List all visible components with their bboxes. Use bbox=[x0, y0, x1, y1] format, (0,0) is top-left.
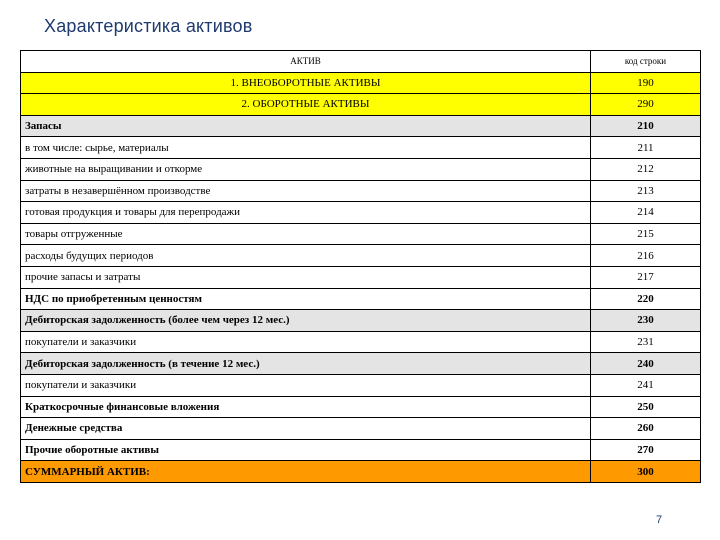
table-row bbox=[21, 266, 701, 288]
row-label: затраты в незавершённом производстве bbox=[21, 180, 591, 202]
page-number: 7 bbox=[656, 514, 663, 526]
table-row bbox=[21, 223, 701, 245]
row-code: 260 bbox=[591, 418, 701, 440]
row-label: Запасы bbox=[21, 115, 591, 137]
row-label: прочие запасы и затраты bbox=[21, 266, 591, 288]
table-row bbox=[21, 245, 701, 267]
row-label: СУММАРНЫЙ АКТИВ: bbox=[21, 461, 591, 483]
table-row bbox=[21, 439, 701, 461]
row-label: Прочие оборотные активы bbox=[21, 439, 591, 461]
table-row bbox=[21, 288, 701, 310]
table-row bbox=[21, 115, 701, 137]
table-row bbox=[21, 202, 701, 224]
row-code: 240 bbox=[591, 353, 701, 375]
row-code: 190 bbox=[591, 72, 701, 94]
row-code: 250 bbox=[591, 396, 701, 418]
column-header-asset: АКТИВ bbox=[21, 51, 591, 73]
row-label: в том числе: сырье, материалы bbox=[21, 137, 591, 159]
column-header-code: код строки bbox=[591, 51, 701, 73]
row-label: Дебиторская задолженность (более чем через 12 мес.) bbox=[21, 310, 591, 332]
row-label: НДС по приобретенным ценностям bbox=[21, 288, 591, 310]
row-label: готовая продукция и товары для перепродажи bbox=[21, 202, 591, 224]
table-row bbox=[21, 158, 701, 180]
row-code: 212 bbox=[591, 158, 701, 180]
table-row bbox=[21, 331, 701, 353]
row-code: 300 bbox=[591, 461, 701, 483]
row-code: 214 bbox=[591, 202, 701, 224]
table-row bbox=[21, 180, 701, 202]
row-code: 290 bbox=[591, 94, 701, 116]
table-row bbox=[21, 396, 701, 418]
row-code: 217 bbox=[591, 266, 701, 288]
row-label: Денежные средства bbox=[21, 418, 591, 440]
table-row bbox=[21, 353, 701, 375]
assets-table bbox=[20, 50, 701, 483]
table-row bbox=[21, 94, 701, 116]
table-row bbox=[21, 418, 701, 440]
table-row bbox=[21, 310, 701, 332]
row-label: Дебиторская задолженность (в течение 12 мес.) bbox=[21, 353, 591, 375]
row-label: 1. ВНЕОБОРОТНЫЕ АКТИВЫ bbox=[21, 72, 591, 94]
row-label: покупатели и заказчики bbox=[21, 374, 591, 396]
row-code: 213 bbox=[591, 180, 701, 202]
table-header bbox=[21, 51, 701, 73]
table-row bbox=[21, 374, 701, 396]
row-code: 211 bbox=[591, 137, 701, 159]
row-code: 230 bbox=[591, 310, 701, 332]
table-row bbox=[21, 72, 701, 94]
row-code: 220 bbox=[591, 288, 701, 310]
row-code: 210 bbox=[591, 115, 701, 137]
row-code: 216 bbox=[591, 245, 701, 267]
table-row bbox=[21, 137, 701, 159]
row-label: 2. ОБОРОТНЫЕ АКТИВЫ bbox=[21, 94, 591, 116]
row-code: 231 bbox=[591, 331, 701, 353]
row-label: Краткосрочные финансовые вложения bbox=[21, 396, 591, 418]
row-code: 215 bbox=[591, 223, 701, 245]
row-label: расходы будущих периодов bbox=[21, 245, 591, 267]
table-row-total bbox=[21, 461, 701, 483]
page-title: Характеристика активов bbox=[44, 16, 253, 36]
row-code: 241 bbox=[591, 374, 701, 396]
row-label: животные на выращивании и откорме bbox=[21, 158, 591, 180]
row-code: 270 bbox=[591, 439, 701, 461]
row-label: товары отгруженные bbox=[21, 223, 591, 245]
row-label: покупатели и заказчики bbox=[21, 331, 591, 353]
